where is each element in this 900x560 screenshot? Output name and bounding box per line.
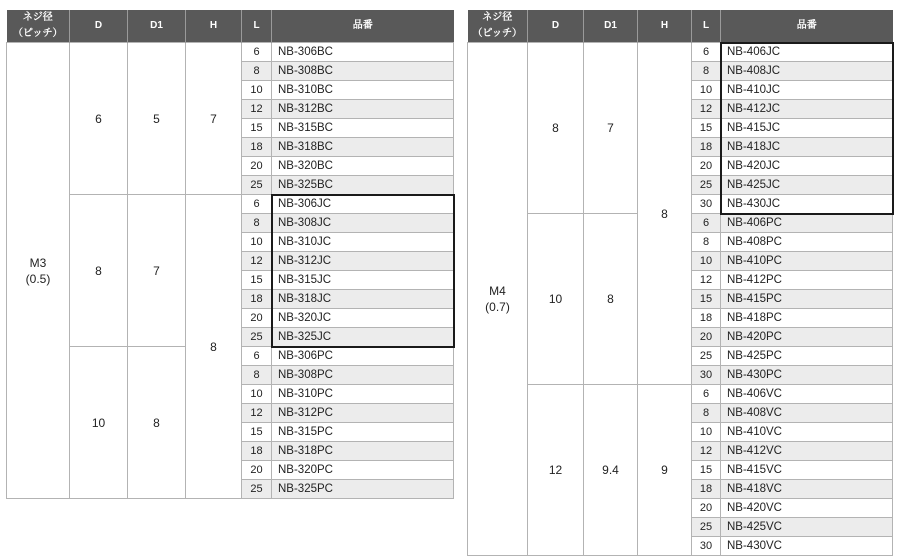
part-number: NB-318JC (272, 290, 454, 309)
part-number: NB-430PC (721, 366, 893, 385)
h-header: H (638, 10, 692, 43)
part-number: NB-315BC (272, 119, 454, 138)
l-value: 10 (242, 385, 272, 404)
part-number: NB-308BC (272, 62, 454, 81)
l-value: 18 (242, 138, 272, 157)
h-value: 8 (638, 43, 692, 385)
part-number: NB-312PC (272, 404, 454, 423)
l-value: 10 (242, 81, 272, 100)
part-number: NB-410VC (721, 423, 893, 442)
part-number: NB-318PC (272, 442, 454, 461)
part-number: NB-412PC (721, 271, 893, 290)
table-row (468, 43, 893, 62)
m3-spec-table (6, 10, 454, 499)
header-row (7, 10, 454, 43)
part-number: NB-420PC (721, 328, 893, 347)
l-value: 15 (692, 461, 721, 480)
l-value: 20 (692, 157, 721, 176)
l-value: 6 (692, 43, 721, 62)
part-number: NB-306BC (272, 43, 454, 62)
part-number: NB-306JC (272, 195, 454, 214)
part-number: NB-310JC (272, 233, 454, 252)
l-value: 25 (692, 518, 721, 537)
thread-size: M3 (29, 255, 47, 270)
table-row (468, 385, 893, 404)
part-number: NB-325PC (272, 480, 454, 499)
part-number: NB-310BC (272, 81, 454, 100)
part-number: NB-408VC (721, 404, 893, 423)
part-number: NB-418JC (721, 138, 893, 157)
l-value: 10 (692, 81, 721, 100)
part-number: NB-312BC (272, 100, 454, 119)
part-number: NB-325JC (272, 328, 454, 347)
l-value: 15 (692, 290, 721, 309)
l-value: 8 (242, 62, 272, 81)
l-value: 15 (692, 119, 721, 138)
l-value: 12 (242, 252, 272, 271)
table-row (7, 43, 454, 62)
part-number: NB-420VC (721, 499, 893, 518)
l-value: 6 (242, 195, 272, 214)
d1-value: 8 (584, 214, 638, 385)
d1-value: 8 (128, 347, 186, 499)
l-value: 10 (692, 423, 721, 442)
l-value: 8 (692, 404, 721, 423)
table-row (7, 195, 454, 214)
part-number: NB-415VC (721, 461, 893, 480)
part-number: NB-425JC (721, 176, 893, 195)
d1-value: 7 (128, 195, 186, 347)
l-value: 30 (692, 537, 721, 556)
part-number: NB-430VC (721, 537, 893, 556)
l-value: 12 (242, 100, 272, 119)
l-value: 30 (692, 366, 721, 385)
m4-spec-table (467, 10, 893, 556)
d-header: D (70, 10, 128, 43)
part-number: NB-408PC (721, 233, 893, 252)
h-value: 9 (638, 385, 692, 556)
l-value: 6 (692, 385, 721, 404)
part-number: NB-325BC (272, 176, 454, 195)
l-value: 15 (242, 423, 272, 442)
part-number: NB-315PC (272, 423, 454, 442)
part-number: NB-308JC (272, 214, 454, 233)
l-header: L (242, 10, 272, 43)
l-value: 20 (242, 309, 272, 328)
l-value: 10 (242, 233, 272, 252)
l-value: 8 (692, 62, 721, 81)
l-header: L (692, 10, 721, 43)
l-value: 20 (692, 499, 721, 518)
part-number: NB-418VC (721, 480, 893, 499)
l-value: 18 (692, 309, 721, 328)
thread-size: M4 (489, 284, 506, 298)
d1-header: D1 (584, 10, 638, 43)
d1-header: D1 (128, 10, 186, 43)
header-row (468, 10, 893, 43)
part-number: NB-415JC (721, 119, 893, 138)
l-value: 6 (692, 214, 721, 233)
part-number: NB-320BC (272, 157, 454, 176)
d-header: D (528, 10, 584, 43)
part-number-header: 品番 (272, 10, 454, 43)
thread-pitch: (0.5) (25, 271, 51, 286)
l-value: 12 (242, 404, 272, 423)
part-number: NB-318BC (272, 138, 454, 157)
d-value: 12 (528, 385, 584, 556)
part-number-header: 品番 (721, 10, 893, 43)
thread-size-cell (7, 43, 70, 499)
part-number: NB-310PC (272, 385, 454, 404)
part-number: NB-306PC (272, 347, 454, 366)
thread-size-header: ネジ径 （ピッチ） (7, 10, 70, 43)
l-value: 30 (692, 195, 721, 214)
d1-value: 7 (584, 43, 638, 214)
l-value: 20 (242, 461, 272, 480)
part-number: NB-308PC (272, 366, 454, 385)
l-value: 25 (242, 328, 272, 347)
h-value: 7 (186, 43, 242, 195)
d-value: 8 (70, 195, 128, 347)
l-value: 8 (242, 214, 272, 233)
h-value: 8 (186, 195, 242, 499)
l-value: 12 (692, 271, 721, 290)
part-number: NB-412VC (721, 442, 893, 461)
l-value: 20 (692, 328, 721, 347)
d-value: 6 (70, 43, 128, 195)
part-number: NB-430JC (721, 195, 893, 214)
l-value: 12 (692, 100, 721, 119)
part-number: NB-406JC (721, 43, 893, 62)
d1-value: 9.4 (584, 385, 638, 556)
l-value: 12 (692, 442, 721, 461)
l-value: 18 (242, 290, 272, 309)
l-value: 15 (242, 271, 272, 290)
l-value: 25 (242, 176, 272, 195)
l-value: 15 (242, 119, 272, 138)
thread-size-cell (468, 43, 528, 556)
thread-size-header: ネジ径 （ピッチ） (468, 10, 528, 43)
l-value: 25 (242, 480, 272, 499)
part-number: NB-408JC (721, 62, 893, 81)
part-number: NB-415PC (721, 290, 893, 309)
part-number: NB-406VC (721, 385, 893, 404)
l-value: 18 (692, 138, 721, 157)
part-number: NB-425VC (721, 518, 893, 537)
part-number: NB-320JC (272, 309, 454, 328)
l-value: 25 (692, 347, 721, 366)
part-number: NB-312JC (272, 252, 454, 271)
part-number: NB-425PC (721, 347, 893, 366)
d-value: 10 (70, 347, 128, 499)
part-number: NB-412JC (721, 100, 893, 119)
d-value: 8 (528, 43, 584, 214)
d1-value: 5 (128, 43, 186, 195)
l-value: 18 (692, 480, 721, 499)
d-value: 10 (528, 214, 584, 385)
part-number: NB-315JC (272, 271, 454, 290)
l-value: 18 (242, 442, 272, 461)
part-number: NB-410PC (721, 252, 893, 271)
l-value: 6 (242, 347, 272, 366)
part-number: NB-410JC (721, 81, 893, 100)
part-number: NB-420JC (721, 157, 893, 176)
h-header: H (186, 10, 242, 43)
l-value: 10 (692, 252, 721, 271)
l-value: 8 (692, 233, 721, 252)
thread-pitch: (0.7) (485, 300, 510, 314)
l-value: 6 (242, 43, 272, 62)
l-value: 20 (242, 157, 272, 176)
part-number: NB-418PC (721, 309, 893, 328)
part-number: NB-406PC (721, 214, 893, 233)
part-number: NB-320PC (272, 461, 454, 480)
l-value: 8 (242, 366, 272, 385)
l-value: 25 (692, 176, 721, 195)
